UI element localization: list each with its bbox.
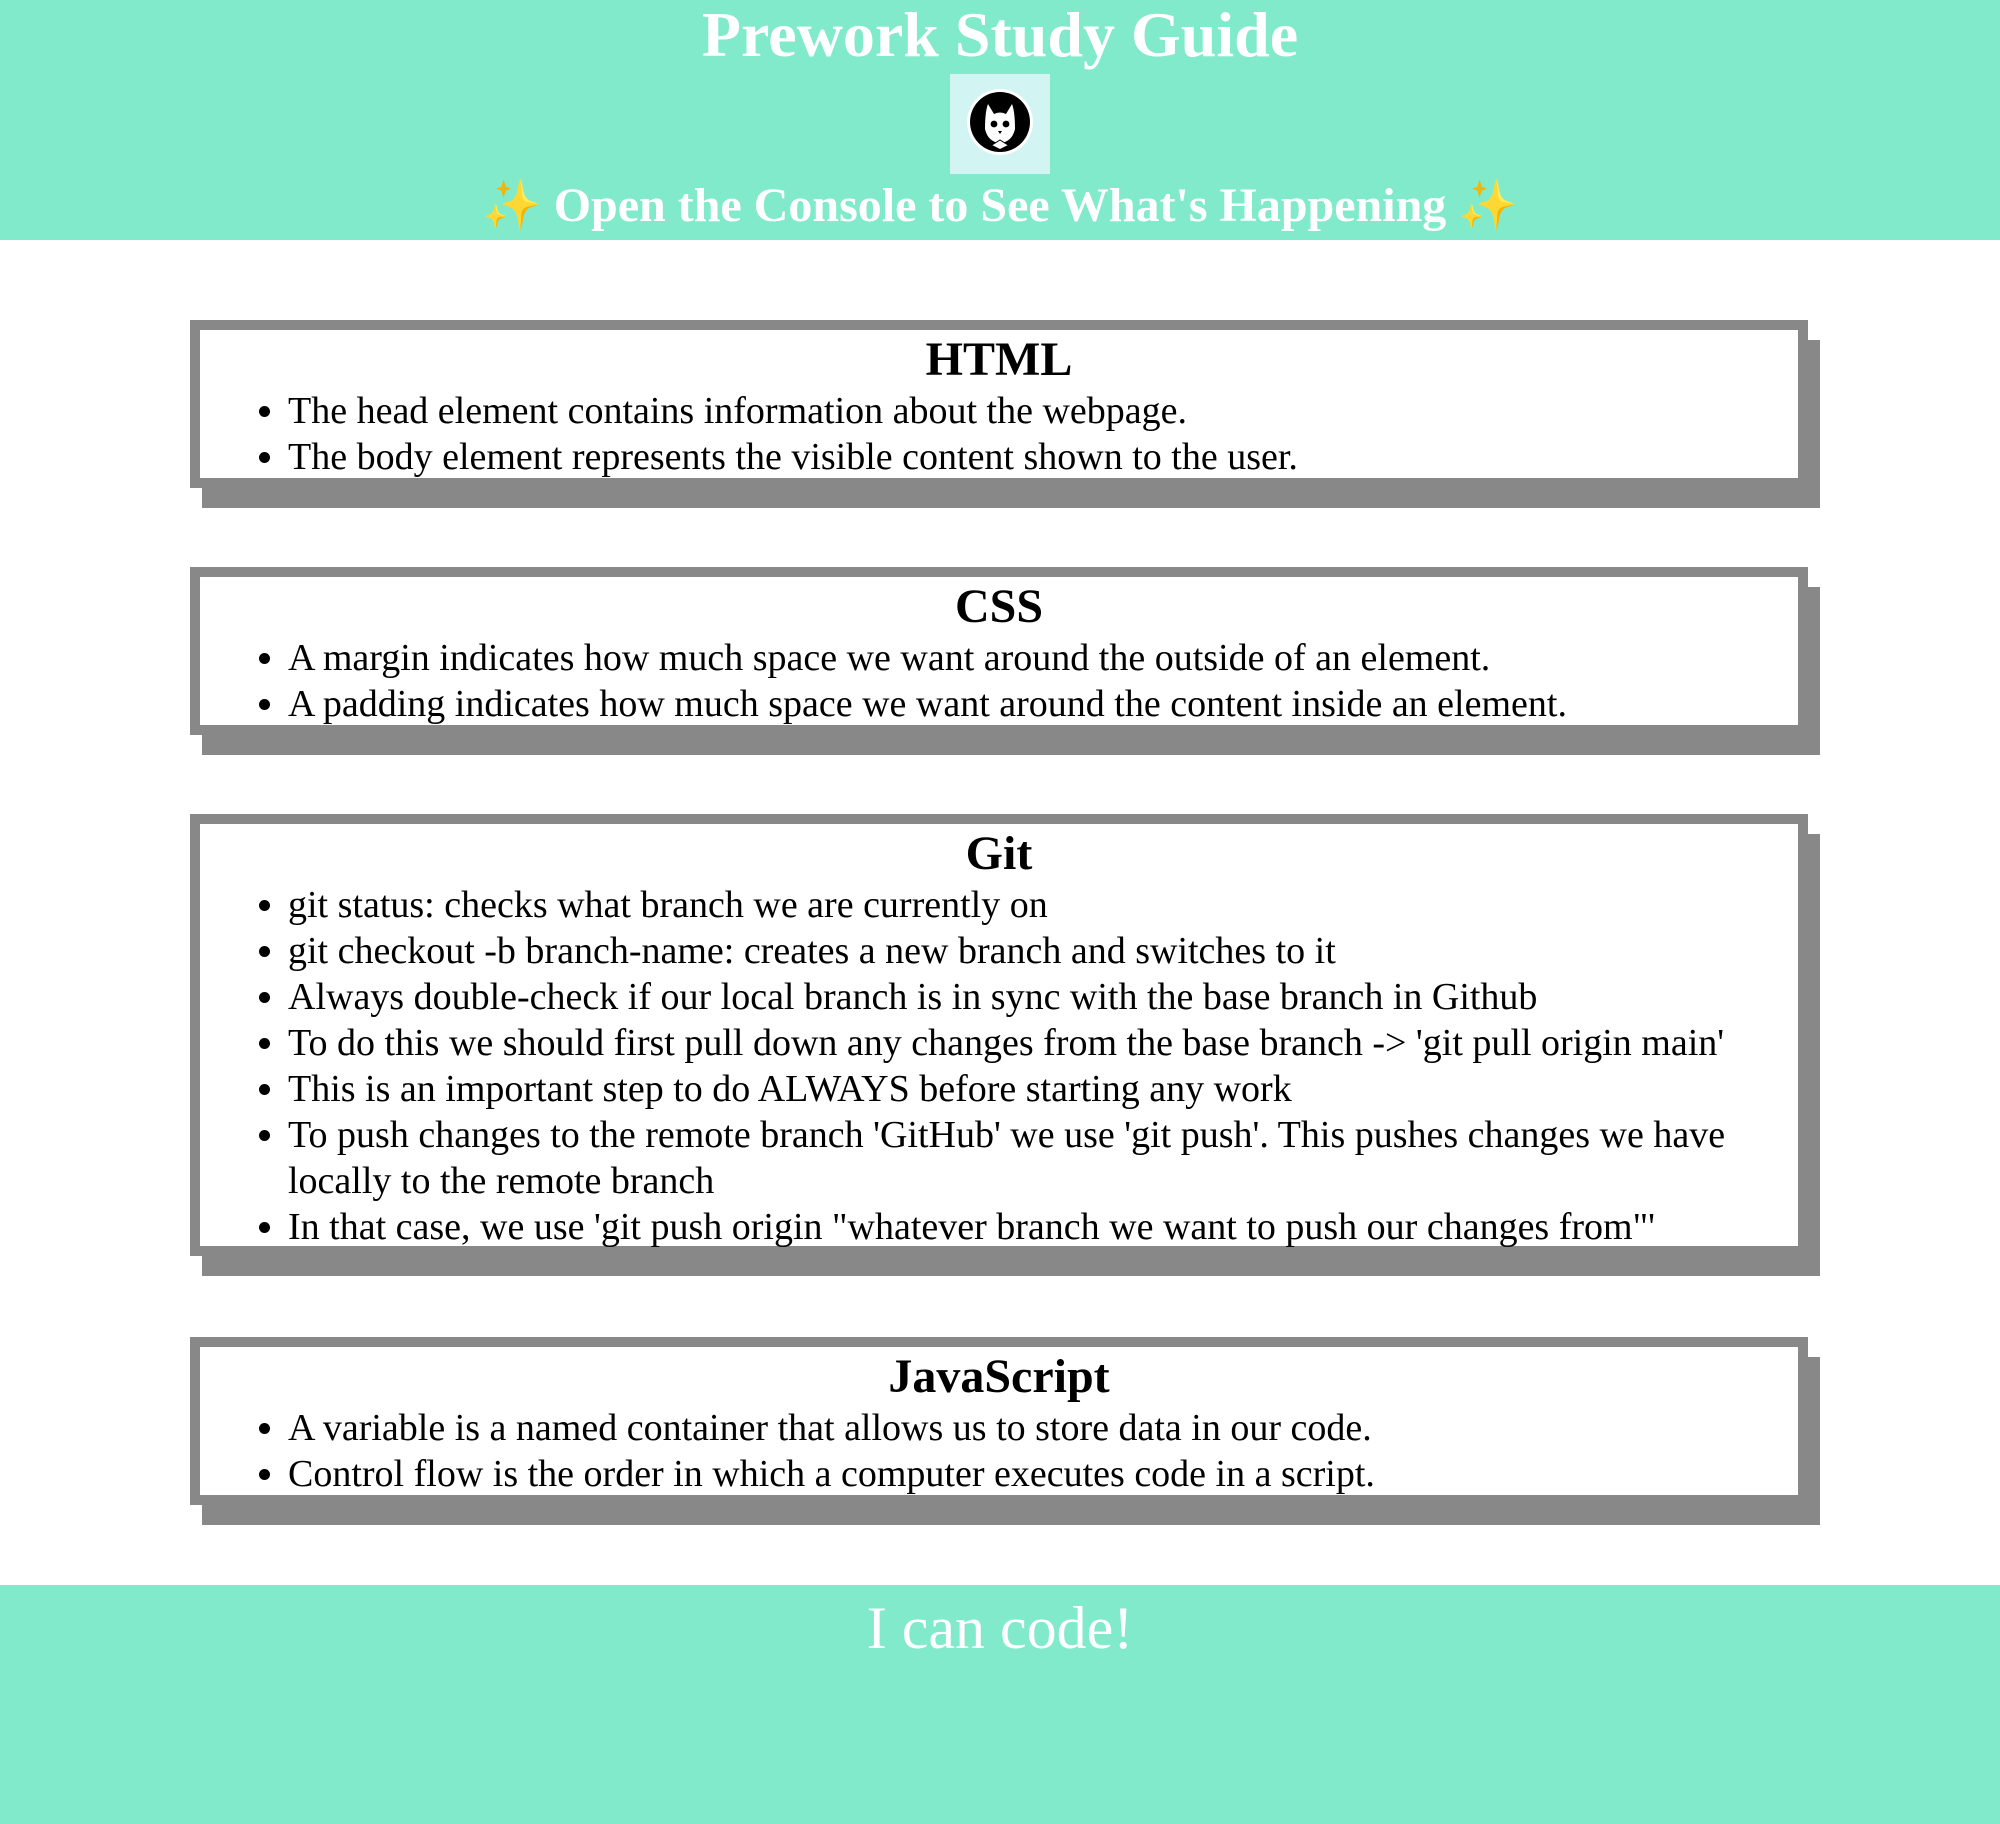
list-item: • git status: checks what branch we are currently on (288, 882, 1798, 928)
page-header (0, 0, 2000, 240)
cat-logo-graphic (950, 74, 1050, 174)
page-footer (0, 1585, 2000, 1824)
section-title: CSS (954, 580, 1044, 633)
list-item: • To do this we should first pull down any changes from the base branch -> 'git pull origin main' (288, 1020, 1798, 1066)
list-item: • Always double-check if our local branch is in sync with the base branch in Github (288, 974, 1798, 1020)
list-item: • A variable is a named container that allows us to store data in our code. (288, 1405, 1798, 1451)
javascript-section-card (190, 1337, 1808, 1505)
page-subtitle (0, 176, 2000, 236)
git-section-card (190, 814, 1808, 1256)
list-item: • Control flow is the order in which a computer executes code in a script. (288, 1451, 1798, 1497)
page-title: Prework Study Guide (701, 0, 1299, 70)
css-section-card (190, 567, 1808, 735)
section-list (200, 388, 1798, 480)
sparkle-icon: ✨ (1458, 179, 1519, 232)
list-item: • In that case, we use 'git push origin "whatever branch we want to push our changes from"' (288, 1204, 1798, 1250)
section-list (200, 882, 1798, 1250)
section-list (200, 1405, 1798, 1497)
cat-logo-icon (950, 74, 1050, 174)
section-title: HTML (925, 333, 1073, 386)
section-title: Git (965, 827, 1033, 880)
list-item: • The head element contains information about the webpage. (288, 388, 1798, 434)
section-list (200, 635, 1798, 727)
list-item: • To push changes to the remote branch 'GitHub' we use 'git push'. This pushes changes we have locally to the remote branch (288, 1112, 1798, 1204)
footer-text: I can code! (866, 1595, 1134, 1661)
list-item: • The body element represents the visible content shown to the user. (288, 434, 1798, 480)
list-item: • A margin indicates how much space we want around the outside of an element. (288, 635, 1798, 681)
subtitle-text: Open the Console to See What's Happening (553, 179, 1447, 232)
section-title: JavaScript (888, 1350, 1110, 1403)
list-item: • git checkout -b branch-name: creates a new branch and switches to it (288, 928, 1798, 974)
list-item: • This is an important step to do ALWAYS before starting any work (288, 1066, 1798, 1112)
list-item: • A padding indicates how much space we want around the content inside an element. (288, 681, 1798, 727)
html-section-card (190, 320, 1808, 488)
sparkle-icon: ✨ (481, 179, 542, 232)
